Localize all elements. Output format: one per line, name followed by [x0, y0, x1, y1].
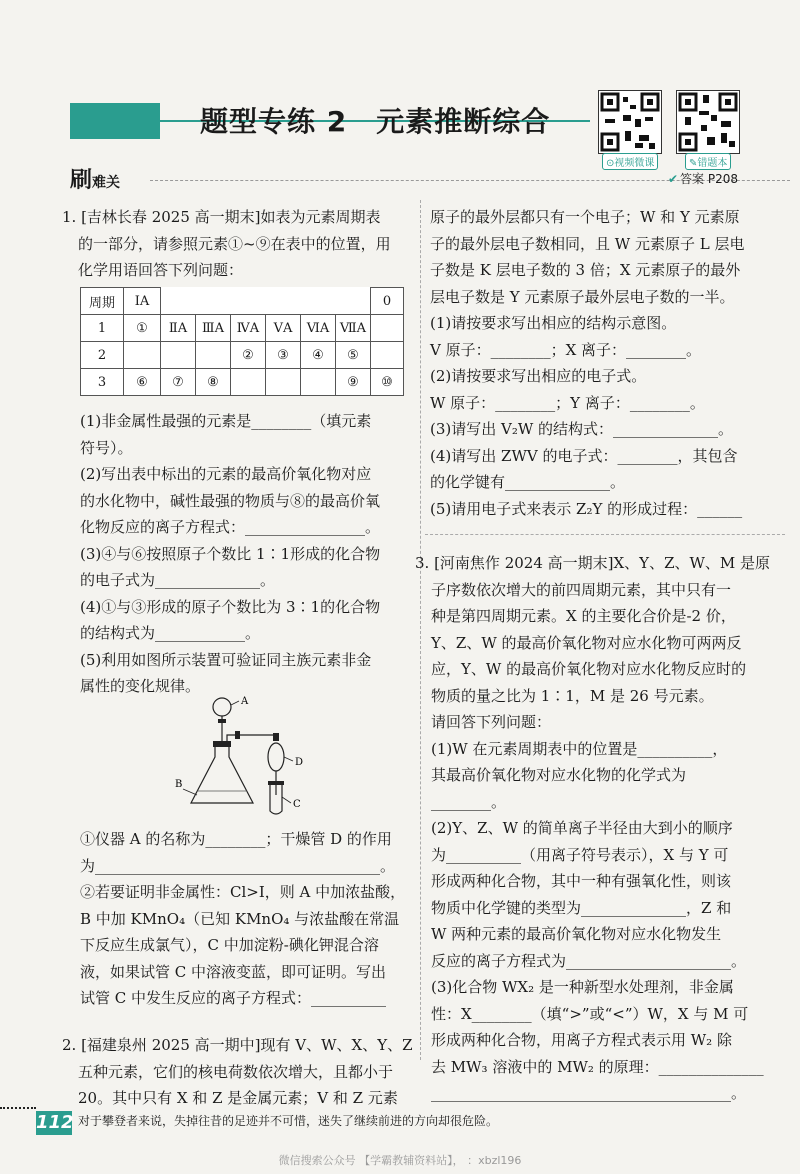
- q2-line: 原子的最外层都只有一个电子；W 和 Y 元素原: [430, 208, 740, 226]
- q1-part: 的水化物中，碱性最强的物质与⑧的最高价氧: [80, 491, 381, 510]
- table-cell: ⅥA: [301, 315, 336, 342]
- table-cell: ③: [266, 342, 301, 369]
- q1-part: 液，如果试管 C 中溶液变蓝，即可证明。写出: [80, 962, 387, 981]
- q2-line: W 原子：________；Y 离子：________。: [430, 393, 705, 412]
- table-cell: ⅦA: [336, 315, 371, 342]
- q3-line: 其最高价氧化物对应水化物的化学式为: [431, 766, 687, 784]
- table-row: [81, 369, 404, 396]
- table-cell: ⑩: [371, 369, 404, 396]
- q3-line: 种是第四周期元素。X 的主要化合价是-2 价，: [431, 607, 736, 625]
- q1-part: 的结构式为____________。: [80, 624, 261, 642]
- label-a: A: [241, 696, 249, 707]
- question-2-stem: [62, 1032, 414, 1112]
- q1-part: 属性的变化规律。: [80, 677, 201, 695]
- page-number: 112: [36, 1112, 74, 1133]
- q2-line: V 原子：________；X 离子：________。: [430, 340, 702, 359]
- table-cell: ⅢA: [196, 315, 231, 342]
- check-icon: ✔: [667, 172, 679, 186]
- q3-line: (1)W 在元素周期表中的位置是__________，: [431, 739, 728, 758]
- question-1-parts: [80, 408, 415, 700]
- table-cell: [371, 315, 404, 342]
- qr-code-errors[interactable]: [676, 90, 740, 154]
- q1-line: 的一部分，请参照元素①~⑨在表中的位置，用: [78, 234, 391, 253]
- q1-part: B 中加 KMnO₄（已知 KMnO₄ 与浓盐酸在常温: [80, 909, 400, 928]
- q1-part: 下反应生成氯气），C 中加淀粉-碘化钾混合溶: [80, 936, 379, 954]
- q2-line: (4)请写出 ZWV 的电子式：________，其包含: [430, 446, 738, 465]
- q1-part: ①仪器 A 的名称为________；干燥管 D 的作用: [80, 830, 392, 848]
- table-cell: [161, 288, 371, 315]
- q3-line: 物质中化学键的类型为______________，Z 和: [431, 898, 732, 917]
- question-1-stem: [62, 204, 412, 284]
- table-cell: ⅤA: [266, 315, 301, 342]
- page-title: 题型专练 2 元素推断综合: [200, 105, 551, 138]
- table-cell: 3: [81, 369, 124, 396]
- table-cell: ⑥: [124, 369, 161, 396]
- table-cell: ⑧: [196, 369, 231, 396]
- q2-line: (3)请写出 V₂W 的结构式：______________。: [430, 420, 734, 438]
- table-row: [81, 315, 404, 342]
- qr-errors-label: ✎错题本: [685, 153, 731, 170]
- table-cell: [231, 369, 266, 396]
- q1-part: 的电子式为______________。: [80, 571, 276, 589]
- q3-line: ________________________________________。: [431, 1084, 747, 1102]
- table-row: [81, 342, 404, 369]
- q3-line: Y、Z、W 的最高价氧化物对应水化物可两两反: [431, 633, 742, 652]
- q3-line: ________。: [431, 792, 507, 811]
- q3-line: 反应的离子方程式为______________________。: [431, 951, 747, 970]
- q3-line: 为__________（用离子符号表示），X 与 Y 可: [431, 845, 729, 864]
- table-cell: ⑤: [336, 342, 371, 369]
- table-cell: [196, 342, 231, 369]
- question-3: [415, 550, 785, 1107]
- label-d: D: [295, 757, 304, 768]
- qr-code-video[interactable]: [598, 90, 662, 154]
- table-row: [81, 288, 404, 315]
- q1-part: (3)④与⑥按照原子个数比 1∶1形成的化合物: [80, 544, 381, 563]
- question-2-parts: [430, 204, 780, 522]
- q2-line: (2)请按要求写出相应的电子式。: [430, 367, 647, 385]
- q2-line: 五种元素，它们的核电荷数依次增大，且都小于: [78, 1062, 394, 1081]
- answer-reference: ✔ 答案 P208: [667, 172, 738, 186]
- footer-dots: [0, 1107, 36, 1112]
- label-b: B: [175, 779, 183, 790]
- qr-video-label: ⊙视频微课: [602, 153, 658, 170]
- footer-motto: 对于攀登者来说，失掉往昔的足迹并不可惜，迷失了继续前进的方向却很危险。: [78, 1114, 499, 1128]
- q1-line: 化学用语回答下列问题：: [78, 261, 244, 279]
- q3-line: W 两种元素的最高价氧化物对应水化物发生: [431, 925, 722, 943]
- table-cell: 周期: [81, 288, 124, 315]
- table-cell: ②: [231, 342, 266, 369]
- q3-line: 应，Y、W 的最高价氧化物对应水化物反应时的: [431, 660, 747, 678]
- question-divider: [425, 534, 785, 535]
- section-heading: 刷难关: [70, 168, 121, 193]
- q3-line: 子序数依次增大的前四周期元素，其中只有一: [431, 580, 732, 599]
- q3-line: 去 MW₃ 溶液中的 MW₂ 的原理：______________: [431, 1057, 764, 1076]
- table-cell: [161, 342, 196, 369]
- table-cell: ⑨: [336, 369, 371, 396]
- q1-part: ②若要证明非金属性：Cl>I，则 A 中加浓盐酸，: [80, 883, 406, 901]
- q3-line: 性：X________（填“>”或“<”）W，X 与 M 可: [431, 1004, 749, 1023]
- q1-part: 符号）。: [80, 438, 133, 457]
- q3-line: (3)化合物 WX₂ 是一种新型水处理剂，非金属: [431, 978, 734, 996]
- q3-line: 物质的量之比为 1∶1，M 是 26 号元素。: [431, 686, 714, 705]
- q1-part: 为______________________________________。: [80, 856, 396, 875]
- title-accent-bar: [70, 103, 160, 139]
- q1-part: (5)利用如图所示装置可验证同主族元素非金: [80, 650, 372, 669]
- q2-line: (5)请用电子式来表示 Z₂Y 的形成过程：______: [430, 499, 743, 518]
- q1-part: (4)①与③形成的原子个数比为 3∶1的化合物: [80, 597, 381, 616]
- table-cell: ①: [124, 315, 161, 342]
- q3-line: 3. [河南焦作 2024 高一期末]X、Y、Z、W、M 是原: [415, 554, 771, 572]
- table-cell: [266, 369, 301, 396]
- q2-line: 层电子数是 Y 元素原子最外层电子数的一半。: [430, 287, 735, 306]
- table-cell: 0: [371, 288, 404, 315]
- q3-line: 形成两种化合物，其中一种有强氧化性，则该: [431, 872, 732, 890]
- q1-part: (1)非金属性最强的元素是________（填元素: [80, 412, 372, 430]
- footer-watermark: 微信搜索公众号 【学霸教辅资料站】， ：xbzl196: [278, 1154, 522, 1167]
- q3-line: 形成两种化合物，用离子方程式表示用 W₂ 除: [431, 1031, 732, 1049]
- q1-part: 化物反应的离子方程式：________________。: [80, 518, 381, 536]
- table-cell: 2: [81, 342, 124, 369]
- table-cell: [371, 342, 404, 369]
- table-cell: 1: [81, 315, 124, 342]
- table-cell: ⑦: [161, 369, 196, 396]
- lab-apparatus-diagram: [175, 695, 340, 820]
- q3-line: (2)Y、Z、W 的简单离子半径由大到小的顺序: [431, 819, 733, 837]
- table-cell: ⅠA: [124, 288, 161, 315]
- table-cell: [124, 342, 161, 369]
- q2-line: 20。其中只有 X 和 Z 是金属元素；V 和 Z 元素: [78, 1089, 398, 1107]
- q1-part: (2)写出表中标出的元素的最高价氧化物对应: [80, 465, 372, 483]
- q2-line: 子的最外层电子数相同，且 W 元素原子 L 层电: [430, 234, 745, 253]
- q2-line: (1)请按要求写出相应的结构示意图。: [430, 314, 677, 332]
- periodic-table: [80, 287, 404, 396]
- q2-line: 子数是 K 层电子数的 3 倍；X 元素原子的最外: [430, 261, 741, 279]
- q1-line: 1. [吉林长春 2025 高一期末]如表为元素周期表: [62, 208, 381, 226]
- q3-line: 请回答下列问题：: [431, 713, 552, 731]
- label-c: C: [293, 799, 301, 810]
- table-cell: ⅡA: [161, 315, 196, 342]
- q2-line: 的化学键有______________。: [430, 473, 626, 491]
- table-cell: [301, 369, 336, 396]
- q1-part: 试管 C 中发生反应的离子方程式：__________: [80, 989, 387, 1007]
- question-1-part5: [80, 826, 415, 1012]
- q2-line: 2. [福建泉州 2025 高一期中]现有 V、W、X、Y、Z: [62, 1036, 413, 1054]
- table-cell: ④: [301, 342, 336, 369]
- table-cell: ⅣA: [231, 315, 266, 342]
